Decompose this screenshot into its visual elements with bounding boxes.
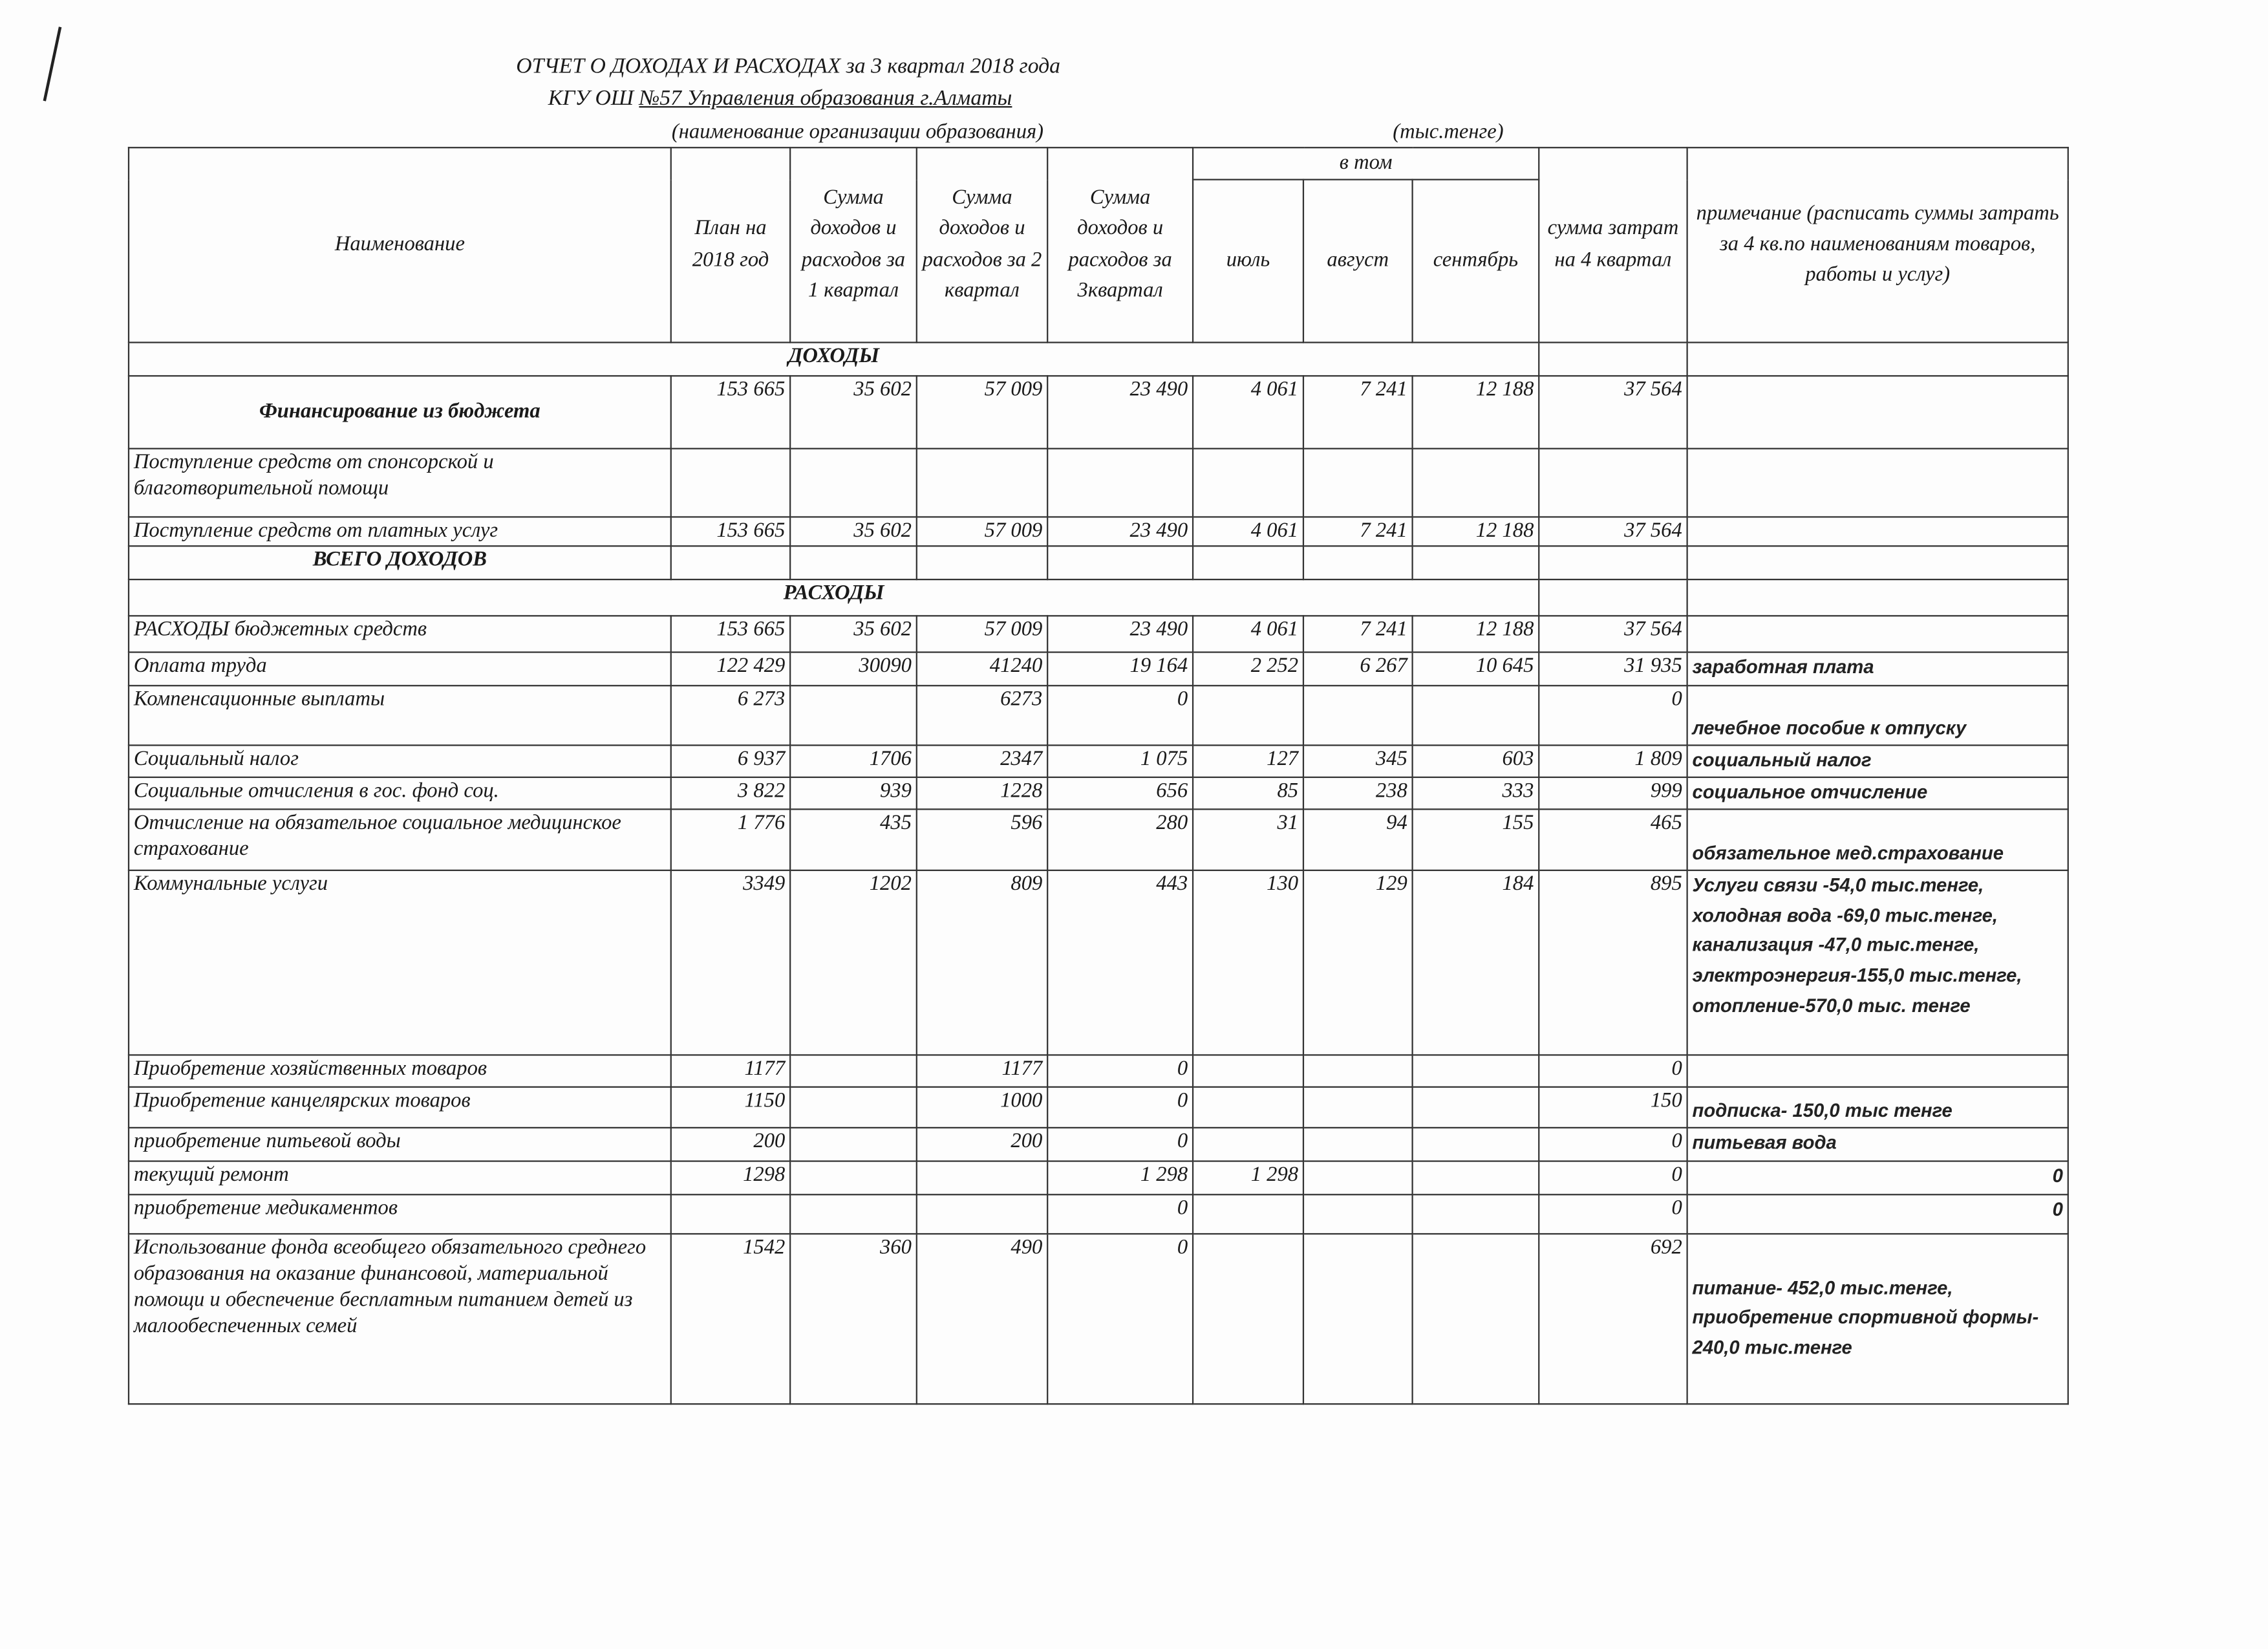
note-cell: обязательное мед.страхование [1687,809,2068,870]
value-cell [1193,685,1303,745]
row-name: Коммунальные услуги [129,870,671,1055]
value-cell: 999 [1539,777,1687,809]
value-cell: 1228 [917,777,1047,809]
value-cell: 1542 [671,1234,790,1404]
value-cell [790,1161,917,1194]
row-name: РАСХОДЫ бюджетных средств [129,616,671,652]
value-cell: 7 241 [1303,616,1413,652]
value-cell: 153 665 [671,616,790,652]
value-cell: 127 [1193,745,1303,777]
value-cell: 1177 [917,1055,1047,1086]
value-cell: 1202 [790,870,917,1055]
value-cell [790,1194,917,1234]
table-row [129,1055,2068,1086]
value-cell: 3 822 [671,777,790,809]
row-name: Отчисление на обязательное социальное медицинское страхование [129,809,671,870]
col-q1: Сумма доходов и расходов за 1 квартал [790,147,917,342]
note-cell [1687,376,2068,448]
value-cell: 1 776 [671,809,790,870]
report-table [128,147,2069,1405]
value-cell: 37 564 [1539,517,1687,546]
table-row [129,870,2068,1055]
value-cell: 345 [1303,745,1413,777]
value-cell: 656 [1047,777,1193,809]
value-cell: 0 [1047,1055,1193,1086]
value-cell [1193,1194,1303,1234]
organization-line [548,87,1012,112]
value-cell: 129 [1303,870,1413,1055]
note-cell: питание- 452,0 тыс.тенге, приобретение спортивной формы- 240,0 тыс.тенге [1687,1234,2068,1404]
note-cell: подписка- 150,0 тыс тенге [1687,1086,2068,1127]
value-cell: 0 [1047,1086,1193,1127]
value-cell: 122 429 [671,652,790,686]
value-cell [1303,1055,1413,1086]
note-cell: питьевая вода [1687,1127,2068,1161]
value-cell: 1706 [790,745,917,777]
value-cell: 1298 [671,1161,790,1194]
value-cell [1303,1234,1413,1404]
value-cell [1303,1161,1413,1194]
value-cell [790,449,917,517]
value-cell [1193,449,1303,517]
empty-cell [790,546,917,579]
value-cell: 333 [1413,777,1539,809]
note-cell: лечебное пособие к отпуску [1687,685,2068,745]
section-row [129,579,2068,616]
value-cell: 200 [671,1127,790,1161]
value-cell: 1 298 [1193,1161,1303,1194]
value-cell: 0 [1539,1161,1687,1194]
col-q2: Сумма доходов и расходов за 2 квартал [917,147,1047,342]
table-row [129,376,2068,448]
value-cell [790,1055,917,1086]
value-cell: 12 188 [1413,517,1539,546]
report-title: ОТЧЕТ О ДОХОДАХ И РАСХОДАХ за 3 квартал 2018 года [516,55,1061,79]
table-row [129,809,2068,870]
row-name: Социальный налог [129,745,671,777]
empty-cell [1303,546,1413,579]
value-cell: 19 164 [1047,652,1193,686]
value-cell [1413,1234,1539,1404]
value-cell [1413,1086,1539,1127]
value-cell: 41240 [917,652,1047,686]
table-row [129,616,2068,652]
value-cell: 130 [1193,870,1303,1055]
value-cell: 6 267 [1303,652,1413,686]
value-cell: 443 [1047,870,1193,1055]
value-cell [790,1086,917,1127]
value-cell [1539,449,1687,517]
org-prefix: КГУ ОШ [548,87,634,111]
row-name: текущий ремонт [129,1161,671,1194]
value-cell: 4 061 [1193,376,1303,448]
value-cell [1303,1194,1413,1234]
table-row [129,745,2068,777]
value-cell: 2347 [917,745,1047,777]
empty-cell [1047,546,1193,579]
note-cell: Услуги связи -54,0 тыс.тенге, холодная вода -69,0 тыс.тенге, канализация -47,0 тыс.тенге, электроэнергия-155,0 тыс.тенге, отопление-570,0 тыс. тенге [1687,870,2068,1055]
section-title: ДОХОДЫ [129,343,1539,376]
value-cell: 465 [1539,809,1687,870]
value-cell [1413,685,1539,745]
empty-cell [1687,579,2068,616]
value-cell: 31 [1193,809,1303,870]
value-cell: 490 [917,1234,1047,1404]
value-cell [1193,1127,1303,1161]
value-cell: 10 645 [1413,652,1539,686]
note-cell: социальный налог [1687,745,2068,777]
value-cell [1193,1086,1303,1127]
value-cell [671,449,790,517]
note-cell [1687,449,2068,517]
col-plan: План на 2018 год [671,147,790,342]
value-cell: 7 241 [1303,376,1413,448]
value-cell: 1 809 [1539,745,1687,777]
row-name: Использование фонда всеобщего обязательного среднего образования на оказание финансовой, материальной помощи и обеспечение бесплатным питанием детей из малообеспеченных семей [129,1234,671,1404]
value-cell [1193,1055,1303,1086]
col-q4: сумма затрат на 4 квартал [1539,147,1687,342]
empty-cell [1687,546,2068,579]
units-label: (тыс.тенге) [1393,120,1504,144]
value-cell: 596 [917,809,1047,870]
col-name: Наименование [129,147,671,342]
table-row [129,1086,2068,1127]
value-cell [1413,1161,1539,1194]
empty-cell [1539,546,1687,579]
row-name: приобретение питьевой воды [129,1127,671,1161]
note-cell: 0 [1687,1194,2068,1234]
value-cell: 0 [1047,1194,1193,1234]
empty-cell [671,546,790,579]
page-mark [43,27,62,101]
table-row [129,1127,2068,1161]
section-title: РАСХОДЫ [129,579,1539,616]
value-cell: 6 937 [671,745,790,777]
value-cell: 155 [1413,809,1539,870]
value-cell [1413,1055,1539,1086]
value-cell: 4 061 [1193,616,1303,652]
value-cell: 94 [1303,809,1413,870]
value-cell: 23 490 [1047,376,1193,448]
value-cell: 153 665 [671,517,790,546]
value-cell: 35 602 [790,517,917,546]
value-cell [1303,685,1413,745]
row-name: Финансирование из бюджета [129,376,671,448]
value-cell: 57 009 [917,376,1047,448]
note-cell: социальное отчисление [1687,777,2068,809]
row-name: Компенсационные выплаты [129,685,671,745]
value-cell: 692 [1539,1234,1687,1404]
table-row [129,449,2068,517]
value-cell: 1150 [671,1086,790,1127]
value-cell [790,685,917,745]
value-cell: 7 241 [1303,517,1413,546]
value-cell: 0 [1047,685,1193,745]
value-cell: 30090 [790,652,917,686]
table-row [129,652,2068,686]
note-cell: заработная плата [1687,652,2068,686]
empty-cell [1413,546,1539,579]
org-name: №57 Управления образования г.Алматы [639,87,1012,111]
value-cell: 12 188 [1413,616,1539,652]
value-cell [1303,449,1413,517]
value-cell: 603 [1413,745,1539,777]
empty-cell [1539,579,1687,616]
value-cell [671,1194,790,1234]
col-q3: Сумма доходов и расходов за 3квартал [1047,147,1193,342]
value-cell [1413,1127,1539,1161]
value-cell [1193,1234,1303,1404]
value-cell [917,1194,1047,1234]
value-cell: 1 075 [1047,745,1193,777]
value-cell: 23 490 [1047,517,1193,546]
value-cell: 200 [917,1127,1047,1161]
table-row [129,1234,2068,1404]
total-row [129,546,2068,579]
total-label: ВСЕГО ДОХОДОВ [129,546,671,579]
empty-cell [1687,343,2068,376]
empty-cell [1539,343,1687,376]
value-cell: 809 [917,870,1047,1055]
value-cell: 6 273 [671,685,790,745]
value-cell: 12 188 [1413,376,1539,448]
value-cell: 0 [1539,1194,1687,1234]
value-cell: 0 [1539,1055,1687,1086]
table-row [129,777,2068,809]
value-cell: 37 564 [1539,376,1687,448]
value-cell: 1 298 [1047,1161,1193,1194]
section-row [129,343,2068,376]
row-name: Приобретение хозяйственных товаров [129,1055,671,1086]
col-jul: июль [1193,180,1303,343]
row-name: Приобретение канцелярских товаров [129,1086,671,1127]
value-cell [917,1161,1047,1194]
value-cell [1047,449,1193,517]
col-group: в том [1193,147,1539,180]
value-cell: 35 602 [790,376,917,448]
value-cell: 57 009 [917,616,1047,652]
value-cell [790,1127,917,1161]
row-name: Оплата труда [129,652,671,686]
note-cell: 0 [1687,1161,2068,1194]
value-cell: 23 490 [1047,616,1193,652]
value-cell: 4 061 [1193,517,1303,546]
value-cell [1413,1194,1539,1234]
value-cell: 0 [1047,1127,1193,1161]
value-cell: 85 [1193,777,1303,809]
value-cell: 238 [1303,777,1413,809]
empty-cell [917,546,1047,579]
value-cell: 895 [1539,870,1687,1055]
value-cell: 0 [1539,1127,1687,1161]
value-cell: 0 [1539,685,1687,745]
table-row [129,1194,2068,1234]
note-cell [1687,616,2068,652]
value-cell: 1177 [671,1055,790,1086]
table-row [129,685,2068,745]
value-cell: 153 665 [671,376,790,448]
value-cell: 31 935 [1539,652,1687,686]
value-cell: 360 [790,1234,917,1404]
org-caption: (наименование организации образования) [671,120,1044,144]
value-cell: 3349 [671,870,790,1055]
value-cell [1303,1127,1413,1161]
value-cell: 435 [790,809,917,870]
row-name: Поступление средств от спонсорской и благотворительной помощи [129,449,671,517]
table-row [129,517,2068,546]
row-name: Поступление средств от платных услуг [129,517,671,546]
value-cell: 6273 [917,685,1047,745]
value-cell: 150 [1539,1086,1687,1127]
col-aug: август [1303,180,1413,343]
row-name: Социальные отчисления в гос. фонд соц. [129,777,671,809]
empty-cell [1193,546,1303,579]
value-cell: 184 [1413,870,1539,1055]
row-name: приобретение медикаментов [129,1194,671,1234]
value-cell: 1000 [917,1086,1047,1127]
value-cell [917,449,1047,517]
table-row [129,1161,2068,1194]
value-cell: 939 [790,777,917,809]
value-cell [1413,449,1539,517]
value-cell: 35 602 [790,616,917,652]
col-note: примечание (расписать суммы затрать за 4 кв.по наименованиям товаров, работы и услуг) [1687,147,2068,342]
value-cell: 0 [1047,1234,1193,1404]
value-cell: 2 252 [1193,652,1303,686]
note-cell [1687,1055,2068,1086]
value-cell: 280 [1047,809,1193,870]
note-cell [1687,517,2068,546]
value-cell: 57 009 [917,517,1047,546]
value-cell: 37 564 [1539,616,1687,652]
header-row [129,147,2068,180]
value-cell [1303,1086,1413,1127]
col-sep: сентябрь [1413,180,1539,343]
